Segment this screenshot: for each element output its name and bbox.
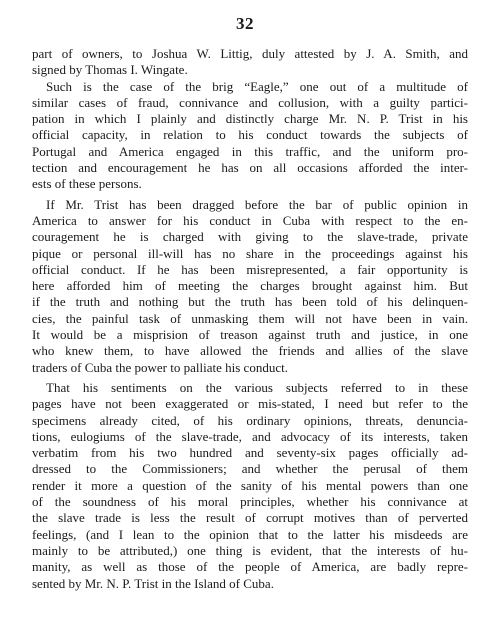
text-line: sented by Mr. N. P. Trist in the Island of Cuba. [32,575,274,591]
text-line: If Mr. Trist has been dragged before the bar of public opinion in [46,196,468,212]
text-line: render it more a question of the sanity of his mental powers than one [32,477,468,493]
text-line: couragement he is charged with giving to the slave-trade, private [32,229,468,245]
text-line: cies, the painful task of unmasking them will not have been in vain. [32,310,468,326]
text-line: America to answer for his conduct in Cuba with respect to the en- [32,212,468,228]
text-line: Portugal and America engaged in this traffic, and the uniform pro- [32,143,468,159]
text-line: feelings, (and I lean to the opinion that to the latter his misdeeds are [32,526,468,542]
text-line: pages have not been exaggerated or mis-stated, I need but refer to the [32,396,468,412]
text-line: tions, eulogiums of the slave-trade, and advocacy of its interests, taken [32,428,468,444]
text-line: Such is the case of the brig “Eagle,” one out of a multitude of [46,78,468,94]
paragraph [32,79,468,193]
text-line: specimens already cited, of his ordinary opinions, threats, denuncia- [32,412,468,428]
paragraph [32,197,468,376]
text-line: pique or personal ill-will has no share in the proceedings against his [32,245,468,261]
page-number: 32 [236,14,254,33]
text-line: That his sentiments on the various subjects referred to in these [46,379,468,395]
text-line: verbatim from his two hundred and seventy-six pages officially ad- [32,445,468,461]
text-line: pation in which I plainly and distinctly charge Mr. N. P. Trist in his [32,111,468,127]
text-line: tection and encouragement he has on all occasions afforded the inter- [32,160,468,176]
text-line: similar cases of fraud, connivance and collusion, with a guilty partici- [32,94,468,110]
text-line: official conduct. If he has been misrepresented, a fair opportunity is [32,261,468,277]
text-line: here afforded him of meeting the charges brought against him. But [32,278,468,294]
body-text [32,46,468,592]
text-line: dressed to the Commissioners; and whether the perusal of them [32,461,468,477]
text-line: manity, as well as those of the people of America, are badly repre- [32,559,468,575]
text-line: It would be a misprision of treason against truth and justice, in one [32,327,468,343]
text-line: official capacity, in relation to his conduct towards the subjects of [32,127,468,143]
text-line: mainly to be attributed,) one thing is evident, that the interests of hu- [32,542,468,558]
text-line: if the truth and nothing but the truth has been told of his delinquen- [32,294,468,310]
text-line: the slave trade is less the result of corrupt motives than of perverted [32,510,468,526]
text-line: ests of these persons. [32,176,142,192]
text-line: part of owners, to Joshua W. Littig, duly attested by J. A. Smith, and [32,46,468,61]
paragraph [32,46,468,79]
text-line: traders of Cuba the power to palliate his conduct. [32,359,288,375]
text-line: of the soundness of his moral principles, whether his connivance at [32,494,468,510]
paragraph [32,380,468,592]
text-line: signed by Thomas I. Wingate. [32,62,188,78]
text-line: who knew them, to have allowed the friends and allies of the slave [32,343,468,359]
